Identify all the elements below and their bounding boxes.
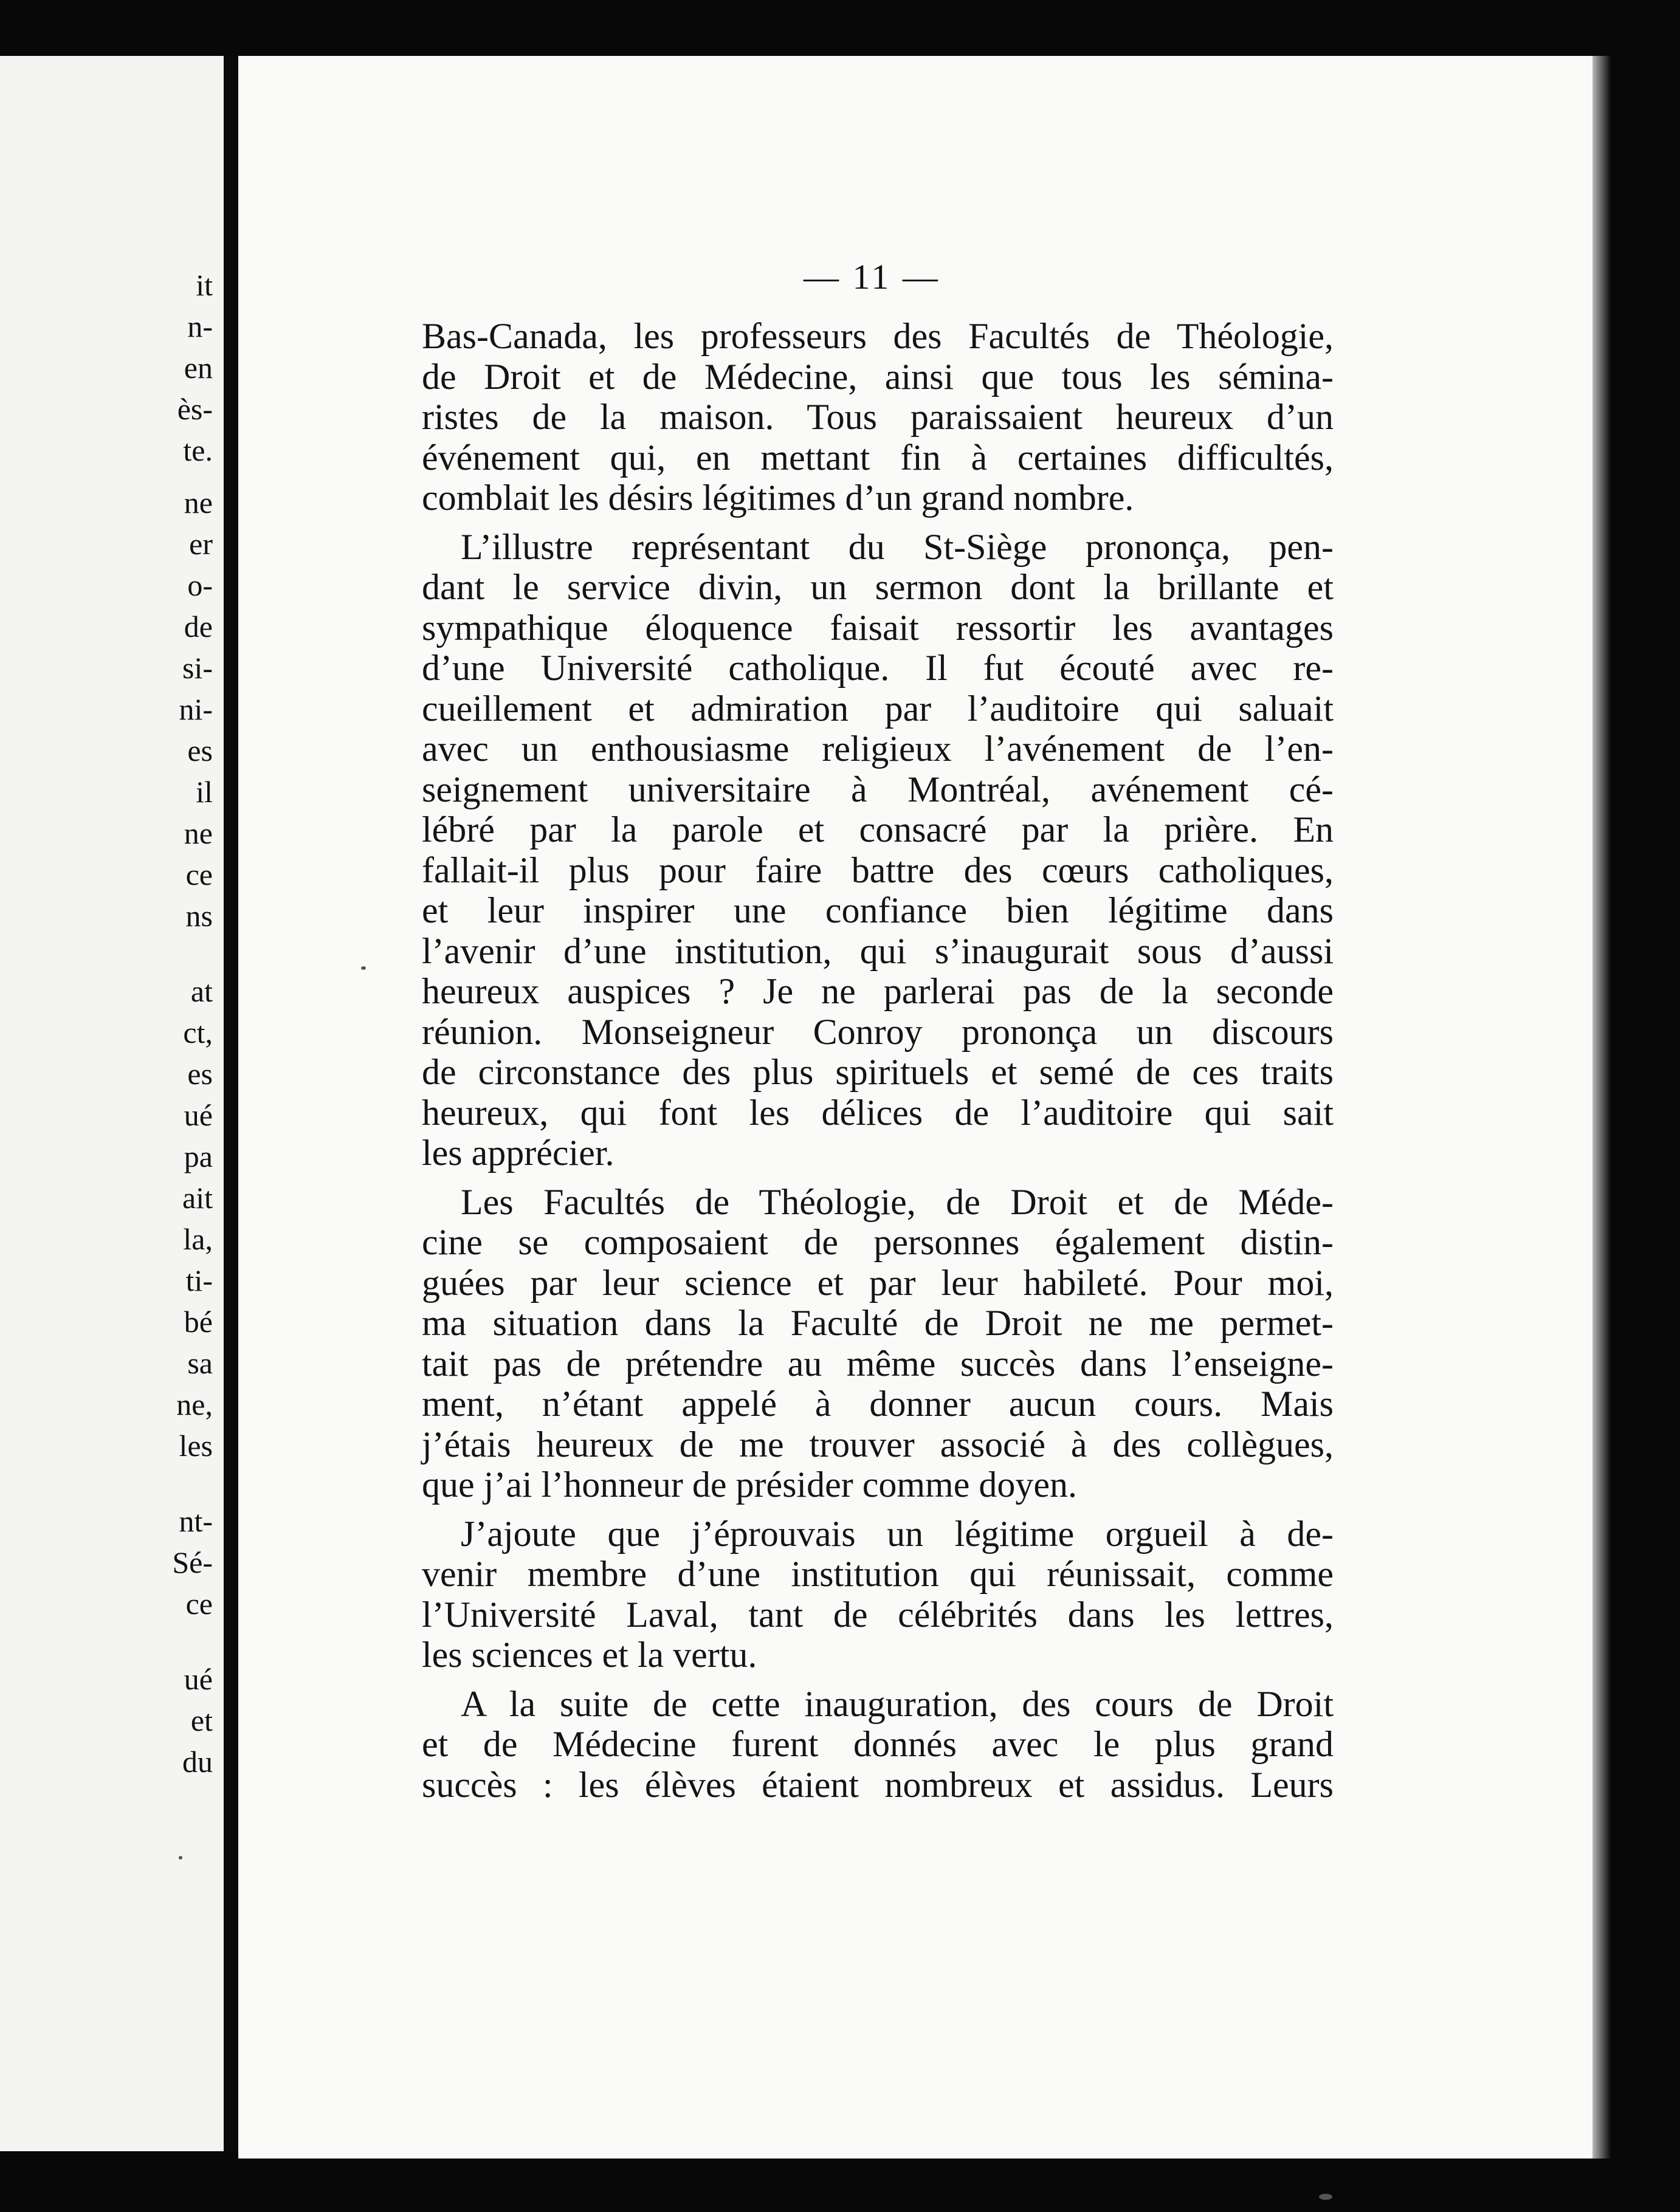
facing-page-fragment: er [189, 527, 213, 561]
scan-speck [361, 966, 366, 970]
body-text [422, 316, 1334, 1813]
facing-page-fragment: ce [185, 857, 213, 891]
facing-page-fragment: les [179, 1429, 213, 1463]
text-line: Les Facultés de Théologie, de Droit et de Méde- [461, 1181, 1334, 1222]
facing-page-fragment: at [190, 974, 213, 1008]
facing-page-fragment: ce [185, 1587, 213, 1621]
text-line: d’une Université catholique. Il fut écouté avec re- [422, 648, 1334, 688]
scan-speck [179, 1856, 182, 1860]
facing-page-fragment: ué [184, 1098, 213, 1132]
text-line: de circonstance des plus spirituels et semé de ces traits [422, 1052, 1334, 1092]
text-line: de Droit et de Médecine, ainsi que tous les sémina- [422, 356, 1334, 397]
text-line: lébré par la parole et consacré par la prière. En [422, 809, 1334, 850]
text-line: L’illustre représentant du St-Siège prononça, pen- [461, 526, 1334, 567]
text-line: dant le service divin, un sermon dont la brillante et [422, 567, 1334, 607]
facing-page-fragment: ès- [177, 392, 213, 426]
paragraph [422, 1684, 1334, 1805]
text-line: cine se composaient de personnes également distin- [422, 1222, 1334, 1262]
facing-page-fragment: ti- [185, 1263, 213, 1297]
facing-page-fragment: si- [182, 651, 213, 685]
text-line: et leur inspirer une confiance bien légitime dans [422, 890, 1334, 930]
text-line: comblait les désirs légitimes d’un grand nombre. [422, 478, 1134, 518]
facing-page-fragment: bé [184, 1305, 213, 1339]
text-line: l’avenir d’une institution, qui s’inaugurait sous d’aussi [422, 930, 1334, 971]
text-line: succès : les élèves étaient nombreux et assidus. Leurs [422, 1764, 1334, 1805]
facing-page-fragment: ni- [179, 692, 213, 726]
left-page-edge [0, 56, 224, 2151]
text-line: réunion. Monseigneur Conroy prononça un discours [422, 1011, 1334, 1052]
text-line: l’Université Laval, tant de célébrités dans les lettres, [422, 1594, 1334, 1635]
facing-page-fragment: ué [184, 1662, 213, 1696]
text-line: sympathique éloquence faisait ressortir les avantages [422, 607, 1334, 648]
text-line: cueillement et admiration par l’auditoire qui saluait [422, 688, 1334, 729]
facing-page-fragment: la, [183, 1222, 213, 1256]
paragraph [422, 527, 1334, 1173]
facing-page-fragment: du [182, 1745, 213, 1779]
text-line: guées par leur science et par leur habileté. Pour moi, [422, 1262, 1334, 1303]
scan-speck [1319, 2194, 1332, 2200]
text-line: J’ajoute que j’éprouvais un légitime orgueil à de- [461, 1513, 1334, 1554]
text-line: heureux auspices ? Je ne parlerai pas de la seconde [422, 971, 1334, 1011]
facing-page-fragment: Sé- [172, 1545, 213, 1579]
text-line: tait pas de prétendre au même succès dans l’enseigne- [422, 1343, 1334, 1384]
paragraph [422, 1514, 1334, 1675]
facing-page-fragment: it [196, 268, 213, 302]
text-line: et de Médecine furent donnés avec le plus grand [422, 1724, 1334, 1764]
text-line: A la suite de cette inauguration, des cours de Droit [461, 1683, 1334, 1724]
facing-page-fragment: n- [187, 309, 213, 343]
facing-page-fragment: te. [183, 433, 213, 467]
text-line: que j’ai l’honneur de présider comme doyen. [422, 1465, 1077, 1505]
text-line: seignement universitaire à Montréal, avénement cé- [422, 769, 1334, 809]
facing-page-fragment: pa [184, 1139, 213, 1173]
facing-page-fragment: nt- [179, 1504, 213, 1538]
text-line: Bas-Canada, les professeurs des Facultés de Théologie, [422, 316, 1334, 356]
paragraph [422, 316, 1334, 518]
page-edge-shadow [1592, 56, 1611, 2159]
facing-page-fragment: ns [185, 899, 213, 933]
text-line: fallait-il plus pour faire battre des cœurs catholiques, [422, 850, 1334, 890]
facing-page-fragment: ct, [183, 1015, 213, 1049]
facing-page-fragment: ne [184, 816, 213, 850]
text-line: les apprécier. [422, 1133, 615, 1173]
facing-page-fragment: en [184, 351, 213, 385]
facing-page-fragment: ne [184, 486, 213, 520]
facing-page-fragment: es [187, 733, 213, 768]
text-line: venir membre d’une institution qui réunissait, comme [422, 1554, 1334, 1594]
facing-page-fragment: il [196, 775, 213, 809]
text-line: ment, n’étant appelé à donner aucun cours. Mais [422, 1384, 1334, 1424]
facing-page-fragment: ne, [176, 1387, 213, 1421]
facing-page-fragment: o- [187, 568, 213, 602]
facing-page-fragment: es [187, 1057, 213, 1091]
facing-page-fragment: de [184, 610, 213, 644]
facing-page-fragment: et [190, 1703, 213, 1737]
text-line: ristes de la maison. Tous paraissaient heureux d’un [422, 397, 1334, 437]
text-line: événement qui, en mettant fin à certaines difficultés, [422, 437, 1334, 478]
text-line: j’étais heureux de me trouver associé à des collègues, [422, 1424, 1334, 1465]
paragraph [422, 1182, 1334, 1505]
text-line: ma situation dans la Faculté de Droit ne me permet- [422, 1303, 1334, 1343]
page-number: — 11 — [804, 257, 940, 297]
facing-page-fragment: sa [187, 1346, 213, 1380]
facing-page-fragment: ait [182, 1181, 213, 1215]
text-line: avec un enthousiasme religieux l’avénement de l’en- [422, 729, 1334, 769]
book-gutter [224, 56, 238, 2151]
text-line: heureux, qui font les délices de l’auditoire qui sait [422, 1092, 1334, 1133]
text-line: les sciences et la vertu. [422, 1635, 757, 1675]
